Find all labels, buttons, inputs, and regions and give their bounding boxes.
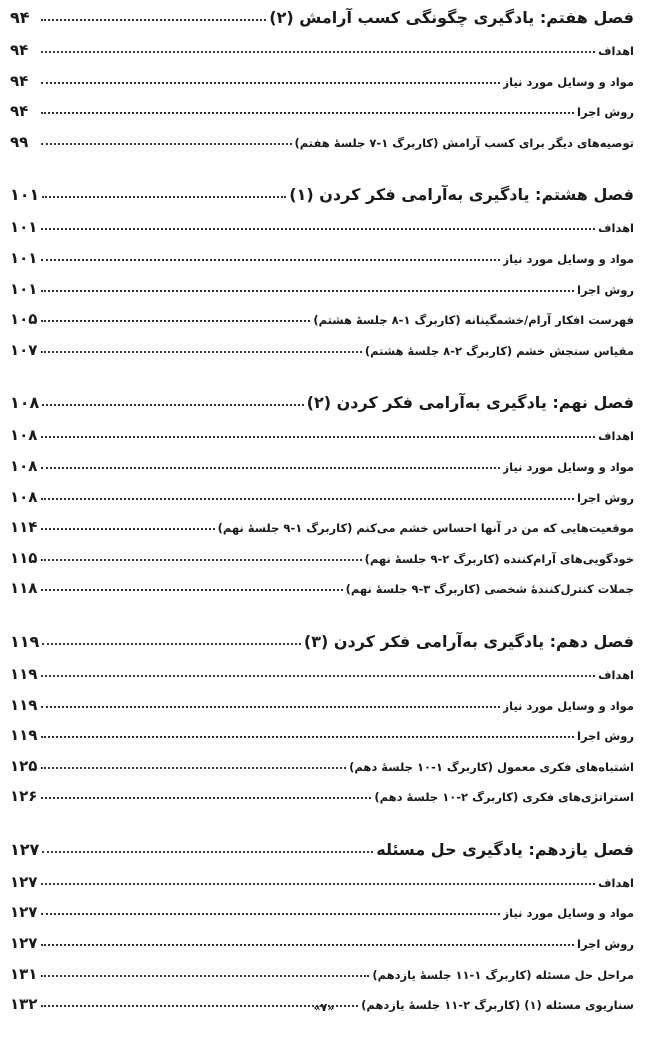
toc-entry[interactable] (10, 102, 634, 133)
toc-entry[interactable] (10, 41, 634, 72)
dot-leader (42, 196, 286, 198)
chapter-title: فصل هشتم: یادگیری به‌آرامی فکر کردن (۱) (289, 185, 634, 205)
toc-entry[interactable] (10, 787, 634, 818)
table-of-contents (10, 8, 634, 1048)
page-number-ref: ۱۰۸ (10, 426, 38, 445)
entry-label: اهداف (598, 667, 634, 682)
page-number-ref: ۱۲۵ (10, 756, 38, 775)
page-number-ref: ۱۰۵ (10, 310, 38, 329)
entry-label: اهداف (598, 221, 634, 236)
entry-label: اهداف (598, 875, 634, 890)
dot-leader (41, 559, 362, 561)
dot-leader (41, 883, 595, 885)
entry-label: توصیه‌های دیگر برای کسب آرامش (کاربرگ ۱-۷ جلسهٔ هفتم) (294, 135, 634, 150)
entry-label: مقیاس سنجش خشم (کاربرگ ۲-۸ جلسهٔ هشتم) (364, 343, 634, 358)
entry-label: مواد و وسایل مورد نیاز (502, 459, 634, 474)
entry-label: روش اجرا (577, 937, 634, 952)
toc-entry[interactable] (10, 549, 634, 580)
chapter-heading[interactable] (10, 632, 634, 665)
dot-leader (41, 351, 362, 353)
dot-leader (41, 259, 500, 261)
entry-label: خودگویی‌های آرام‌کننده (کاربرگ ۲-۹ جلسهٔ نهم) (364, 551, 634, 566)
page-number-ref: ۱۱۹ (10, 695, 38, 714)
toc-entry[interactable] (10, 757, 634, 788)
page-number-ref: ۱۲۷ (10, 872, 38, 891)
dot-leader (41, 767, 346, 769)
toc-entry[interactable] (10, 873, 634, 904)
dot-leader (42, 851, 373, 853)
dot-leader (41, 19, 266, 21)
dot-leader (42, 404, 303, 406)
entry-label: استراتژی‌های فکری (کاربرگ ۲-۱۰ جلسهٔ دهم) (374, 790, 634, 805)
toc-entry[interactable] (10, 310, 634, 341)
entry-label: مواد و وسایل مورد نیاز (502, 906, 634, 921)
dot-leader (41, 467, 500, 469)
page-number-ref: ۱۱۸ (10, 579, 38, 598)
entry-label: اهداف (598, 44, 634, 58)
chapter-title: فصل نهم: یادگیری به‌آرامی فکر کردن (۲) (306, 393, 634, 413)
page-number-ref: ۹۴ (10, 41, 29, 59)
chapter-heading[interactable] (10, 393, 634, 426)
entry-label: اشتباه‌های فکری معمول (کاربرگ ۱-۱۰ جلسهٔ دهم) (349, 759, 634, 774)
entry-label: روش اجرا (577, 490, 634, 505)
entry-label: مراحل حل مسئله (کاربرگ ۱-۱۱ جلسهٔ یازدهم) (372, 967, 634, 982)
toc-entry[interactable] (10, 133, 634, 164)
dot-leader (41, 143, 292, 145)
entry-label: مواد و وسایل مورد نیاز (502, 698, 634, 713)
dot-leader (41, 436, 595, 438)
toc-entry[interactable] (10, 249, 634, 280)
toc-entry[interactable] (10, 579, 634, 610)
toc-entry[interactable] (10, 965, 634, 996)
page-number-ref: ۹۴ (10, 71, 29, 90)
dot-leader (41, 528, 215, 530)
dot-leader (41, 112, 574, 114)
dot-leader (41, 944, 574, 946)
entry-label: مواد و وسایل مورد نیاز (502, 74, 634, 89)
toc-entry[interactable] (10, 488, 634, 519)
entry-label: جملات کنترل‌کنندهٔ شخصی (کاربرگ ۳-۹ جلسهٔ نهم) (345, 582, 634, 597)
toc-entry[interactable] (10, 457, 634, 488)
dot-leader (41, 228, 595, 230)
chapter-section (10, 185, 634, 371)
entry-label: فهرست افکار آرام/خشمگینانه (کاربرگ ۱-۸ جلسهٔ هشتم) (313, 313, 634, 328)
dot-leader (42, 643, 301, 645)
page-number-ref: ۹۴ (10, 8, 30, 27)
dot-leader (41, 82, 500, 84)
page-number-ref: ۱۰۸ (10, 487, 38, 506)
entry-label: اهداف (598, 429, 634, 444)
page-number-ref: ۱۱۴ (10, 518, 38, 537)
page-number-ref: ۱۰۸ (10, 456, 38, 475)
dot-leader (41, 290, 574, 292)
entry-label: روش اجرا (577, 729, 634, 744)
entry-label: روش اجرا (577, 282, 634, 297)
page-number-ref: ۱۲۷ (10, 903, 38, 922)
page-number-ref: ۱۱۹ (10, 664, 38, 683)
page-number-ref: ۱۰۱ (10, 218, 38, 237)
dot-leader (41, 589, 343, 591)
toc-entry[interactable] (10, 518, 634, 549)
dot-leader (41, 51, 595, 53)
page-number-ref: ۱۳۲ (10, 995, 38, 1014)
toc-entry[interactable] (10, 934, 634, 965)
page-number-ref: ۱۱۹ (10, 631, 40, 651)
toc-entry[interactable] (10, 280, 634, 311)
toc-entry[interactable] (10, 72, 634, 103)
toc-entry[interactable] (10, 218, 634, 249)
page-number-ref: ۱۰۱ (10, 185, 40, 205)
page-number-ref: ۱۲۷ (10, 839, 40, 859)
page-number-ref: ۱۰۸ (10, 393, 40, 413)
chapter-section (10, 632, 634, 818)
chapter-section (10, 8, 634, 163)
dot-leader (41, 913, 500, 915)
chapter-section (10, 840, 634, 1026)
entry-label: سناریوی مسئله (۱) (کاربرگ ۲-۱۱ جلسهٔ یازدهم) (361, 998, 634, 1013)
toc-entry[interactable] (10, 726, 634, 757)
page-number-ref: ۱۲۷ (10, 934, 38, 953)
entry-label: مواد و وسایل مورد نیاز (502, 251, 634, 266)
toc-entry[interactable] (10, 341, 634, 372)
page-number-ref: ۱۰۷ (10, 340, 38, 359)
page-number-ref: ۱۲۶ (10, 787, 38, 806)
page-number-ref: ۱۰۱ (10, 248, 38, 267)
chapter-section (10, 393, 634, 610)
chapter-title: فصل دهم: یادگیری به‌آرامی فکر کردن (۳) (303, 631, 634, 651)
entry-label: روش اجرا (577, 105, 634, 120)
dot-leader (41, 797, 371, 799)
entry-label: موقعیت‌هایی که من در آنها احساس خشم می‌کنم (کاربرگ ۱-۹ جلسهٔ نهم) (217, 521, 634, 536)
page-number-ref: ۱۱۵ (10, 548, 38, 567)
chapter-heading[interactable] (10, 840, 634, 873)
page-number: «۷» (313, 1001, 335, 1014)
dot-leader (41, 675, 595, 677)
toc-entry[interactable] (10, 696, 634, 727)
dot-leader (41, 498, 574, 500)
toc-entry[interactable] (10, 903, 634, 934)
dot-leader (41, 736, 574, 738)
page-number-footer (0, 1001, 648, 1014)
chapter-heading[interactable] (10, 8, 634, 41)
dot-leader (41, 706, 500, 708)
page-number-ref: ۱۱۹ (10, 726, 38, 745)
page-number-ref: ۹۹ (10, 132, 29, 151)
toc-entry[interactable] (10, 665, 634, 696)
chapter-heading[interactable] (10, 185, 634, 218)
toc-entry[interactable] (10, 426, 634, 457)
chapter-title: فصل یازدهم: یادگیری حل مسئله (376, 839, 634, 859)
chapter-title: فصل هفتم: یادگیری چگونگی کسب آرامش (۲) (269, 8, 634, 27)
dot-leader (41, 320, 310, 322)
page-number-ref: ۹۴ (10, 102, 29, 121)
dot-leader (41, 975, 369, 977)
page-number-ref: ۱۰۱ (10, 279, 38, 298)
page-number-ref: ۱۳۱ (10, 964, 38, 983)
